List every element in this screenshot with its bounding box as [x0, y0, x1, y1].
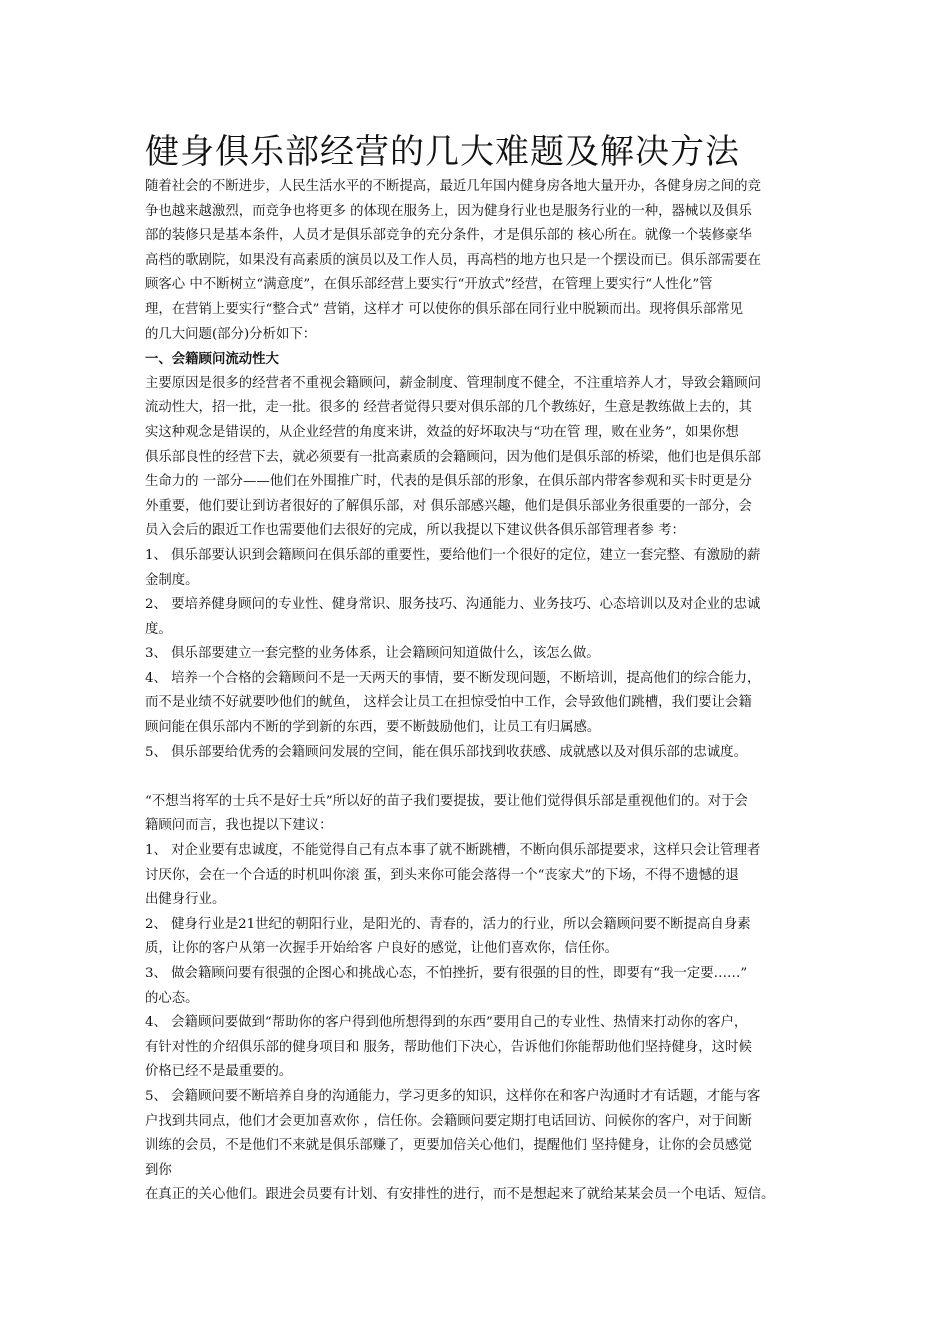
- paragraph-spacer: [145, 765, 823, 790]
- list-item-continuation: 金制度。: [145, 572, 199, 588]
- text-line: 部的装修只是基本条件，人员才是俱乐部竞争的充分条件，才是俱乐部的 核心所在。就像一个装修豪华: [145, 228, 752, 244]
- list-item-continuation: 在真正的关心他们。跟进会员要有计划、有安排性的进行，而不是想起来了就给某某会员一个电话、短信。: [145, 1187, 775, 1203]
- document-title: 健身俱乐部经营的几大难题及解决方法: [145, 132, 740, 172]
- list-item-continuation: 讨厌你，会在一个合适的时机叫你滚 蛋，到头来你可能会落得一个“丧家犬”的下场，不得不遗憾的退: [145, 867, 739, 883]
- document-body: [145, 175, 823, 1208]
- text-line: 外重要，他们要让到访者很好的了解俱乐部，对 俱乐部感兴趣，他们是俱乐部业务很重要的一部分，会: [145, 498, 752, 514]
- list-item: 3、 俱乐部要建立一套完整的业务体系，让会籍顾问知道做什么，该怎么做。: [145, 646, 600, 662]
- list-item: 5、 俱乐部要给优秀的会籍顾问发展的空间，能在俱乐部找到收获感、成就感以及对俱乐部的忠诚度。: [145, 744, 747, 760]
- text-line: 俱乐部良性的经营下去，就必须要有一批高素质的会籍顾问，因为他们是俱乐部的桥梁，他们也是俱乐部: [145, 449, 761, 465]
- list-item-continuation: 训练的会员，不是他们不来就是俱乐部赚了，更要加倍关心他们，提醒他们 坚持健身，让你的会员感觉: [145, 1138, 752, 1154]
- list-item: 4、 培养一个合格的会籍顾问不是一天两天的事情，要不断发现问题，不断培训，提高他们的综合能力，: [145, 670, 761, 686]
- list-item-continuation: 价格已经不是最重要的。: [145, 1064, 293, 1080]
- list-item-continuation: 出健身行业。: [145, 892, 226, 908]
- text-line: 主要原因是很多的经营者不重视会籍顾问，薪金制度、管理制度不健全，不注重培养人才，导致会籍顾问: [145, 375, 761, 391]
- list-item-continuation: 度。: [145, 621, 172, 637]
- text-line: 争也越来越激烈，而竞争也将更多 的体现在服务上，因为健身行业也是服务行业的一种，器械以及俱乐: [145, 203, 752, 219]
- list-item-continuation: 质，让你的客户从第一次握手开始给客 户良好的感觉，让他们喜欢你，信任你。: [145, 941, 618, 957]
- list-item-continuation: 有针对性的介绍俱乐部的健身项目和 服务，帮助他们下决心，告诉他们你能帮助他们坚持健身，这时候: [145, 1039, 752, 1055]
- text-line: 流动性大，招一批，走一批。很多的 经营者觉得只要对俱乐部的几个教练好，生意是教练做上去的，其: [145, 400, 752, 416]
- text-line: 顾客心 中不断树立“满意度”，在俱乐部经营上要实行“开放式”经营，在管理上要实行“人性化”管: [145, 277, 713, 293]
- text-line: 实这种观念是错误的，从企业经营的角度来讲，效益的好坏取决与“功在管 理，败在业务”，如果你想: [145, 424, 739, 440]
- text-line: 生命力的 一部分——他们在外围推广时，代表的是俱乐部的形象，在俱乐部内带客参观和买卡时更是分: [145, 474, 752, 490]
- text-line: 的几大问题(部分)分析如下：: [145, 326, 317, 342]
- list-item: 1、 对企业要有忠诚度，不能觉得自己有点本事了就不断跳槽，不断向俱乐部提要求，这样只会让管理者: [145, 843, 761, 859]
- consultant-suggestions-list: [145, 839, 823, 1208]
- list-item-continuation: 而不是业绩不好就要吵他们的鱿鱼， 这样会让员工在担惊受怕中工作，会导致他们跳槽，我们要让会籍: [145, 695, 752, 711]
- list-item-continuation: 户找到共同点，他们才会更加喜欢你 ，信任你。会籍顾问要定期打电话回访、问候你的客户，对于间断: [145, 1113, 752, 1129]
- list-item: 2、 要培养健身顾问的专业性、健身常识、服务技巧、沟通能力、业务技巧、心态培训以及对企业的忠诚: [145, 597, 761, 613]
- text-line: 员入会后的跟近工作也需要他们去很好的完成，所以我提以下建议供各俱乐部管理者参 考：: [145, 523, 685, 539]
- text-line: 高档的歌剧院，如果没有高素质的演员以及工作人员，再高档的地方也只是一个摆设而已。俱乐部需要在: [145, 252, 761, 268]
- list-item: 1、 俱乐部要认识到会籍顾问在俱乐部的重要性，要给他们一个很好的定位，建立一套完整、有激励的薪: [145, 547, 761, 563]
- text-line: 随着社会的不断进步，人民生活水平的不断提高，最近几年国内健身房各地大量开办，各健身房之间的竞: [145, 179, 761, 194]
- list-item: 3、 做会籍顾问要有很强的企图心和挑战心态，不怕挫折，要有很强的目的性，即要有“我一定要……”: [145, 966, 748, 981]
- list-item-continuation: 的心态。: [145, 990, 199, 1006]
- intro-paragraph: [145, 175, 823, 347]
- text-line: 籍顾问而言，我也提以下建议：: [145, 818, 333, 834]
- section-heading: 一、会籍顾问流动性大: [145, 351, 279, 368]
- list-item-continuation: 顾问能在俱乐部内不断的学到新的东西，要不断鼓励他们，让员工有归属感。: [145, 720, 601, 736]
- list-item-continuation: 到你: [145, 1162, 172, 1178]
- management-suggestions-list: [145, 544, 823, 765]
- text-line: 理，在营销上要实行“整合式” 营销，这样才 可以使你的俱乐部在同行业中脱颖而出。现将俱乐部常见: [145, 301, 743, 317]
- list-item: 5、 会籍顾问要不断培养自身的沟通能力，学习更多的知识，这样你在和客户沟通时才有话题，才能与客: [145, 1088, 761, 1104]
- quote-paragraph: [145, 790, 823, 839]
- list-item: 2、 健身行业是21世纪的朝阳行业，是阳光的、青春的，活力的行业，所以会籍顾问要不断提高自身素: [145, 916, 751, 932]
- text-line: “不想当将军的士兵不是好士兵”所以好的苗子我们要提拔，要让他们觉得俱乐部是重视他们的。对于会: [145, 793, 748, 809]
- section1-paragraph: [145, 372, 823, 544]
- list-item: 4、 会籍顾问要做到“帮助你的客户得到他所想得到的东西”要用自己的专业性、热情来打动你的客户，: [145, 1015, 748, 1031]
